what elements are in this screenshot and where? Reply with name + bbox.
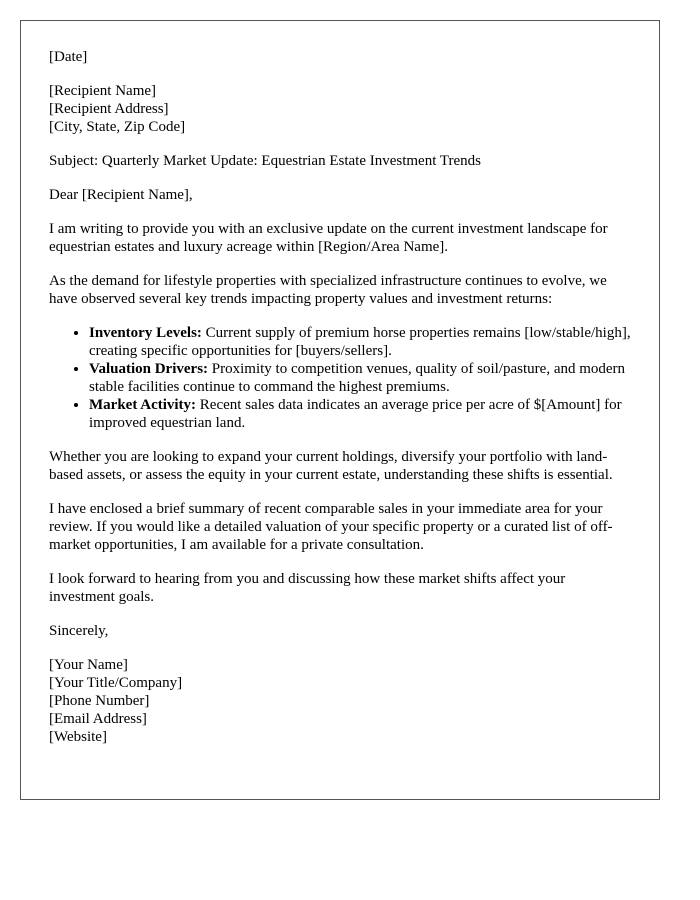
holdings-paragraph: Whether you are looking to expand your current holdings, diversify your portfolio with land-based assets, or assess the equity in your current estate, understanding these shifts is essential.	[49, 449, 613, 483]
date-line	[49, 48, 631, 66]
sender-signature-block	[49, 656, 631, 746]
trend-label: Market Activity:	[89, 397, 197, 413]
recipient-name: [Recipient Name]	[49, 83, 157, 99]
date: [Date]	[49, 49, 88, 65]
signoff: Sincerely,	[49, 623, 109, 639]
sender-title-company: [Your Title/Company]	[49, 675, 183, 691]
trends-intro-paragraph: As the demand for lifestyle properties with specialized infrastructure continues to evolve, we have observed several key trends impacting property values and investment returns:	[49, 273, 607, 307]
sender-email: [Email Address]	[49, 711, 147, 727]
sender-name: [Your Name]	[49, 657, 128, 673]
trends-list	[49, 324, 631, 432]
letter-page	[20, 20, 660, 800]
trend-item-market-activity	[89, 396, 631, 432]
trend-item-valuation	[89, 360, 631, 396]
closing-paragraph: I look forward to hearing from you and discussing how these market shifts affect your investment goals.	[49, 571, 566, 605]
trend-text: Proximity to competition venues, quality of soil/pasture, and modern stable facilities continue to command the highest premiums.	[89, 361, 626, 395]
trend-item-inventory	[89, 324, 631, 360]
trend-text: Recent sales data indicates an average price per acre of $[Amount] for improved equestrian land.	[89, 397, 622, 431]
subject-line: Subject: Quarterly Market Update: Equestrian Estate Investment Trends	[49, 153, 481, 169]
trend-label: Valuation Drivers:	[89, 361, 209, 377]
trend-label: Inventory Levels:	[89, 325, 202, 341]
intro-paragraph: I am writing to provide you with an exclusive update on the current investment landscape for equestrian estates and luxury acreage within [Region/Area Name].	[49, 221, 608, 255]
recipient-city-state-zip: [City, State, Zip Code]	[49, 119, 186, 135]
recipient-address: [Recipient Address]	[49, 101, 169, 117]
sender-website: [Website]	[49, 729, 107, 745]
recipient-address-block	[49, 82, 631, 136]
trend-text: Current supply of premium horse properties remains [low/stable/high], creating specific opportunities for [buyers/sellers].	[89, 325, 631, 359]
salutation: Dear [Recipient Name],	[49, 187, 193, 203]
sender-phone: [Phone Number]	[49, 693, 150, 709]
enclosed-paragraph: I have enclosed a brief summary of recent comparable sales in your immediate area for your review. If you would like a detailed valuation of your specific property or a curated list of off-market opportunities, I am available for a private consultation.	[49, 501, 613, 553]
